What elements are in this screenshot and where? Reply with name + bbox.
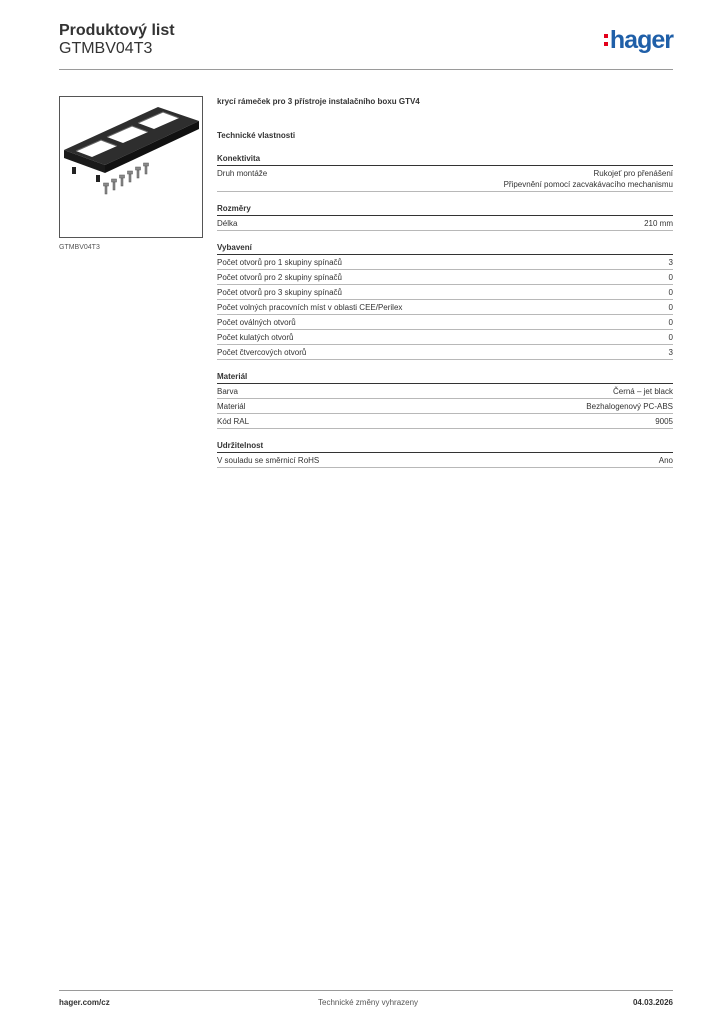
spec-label: Počet otvorů pro 3 skupiny spínačů	[217, 288, 342, 297]
spec-value-line: Ano	[658, 456, 673, 465]
spec-value	[669, 257, 673, 268]
spec-section	[217, 153, 673, 192]
spec-value-line: Černá – jet black	[612, 387, 673, 396]
image-caption: GTMBV04T3	[59, 244, 100, 251]
spec-value-line: 3	[668, 258, 673, 267]
cover-frame-illustration	[60, 97, 202, 237]
spec-value-line: Připevnění pomocí zacvakávacího mechanismu	[503, 180, 673, 189]
spec-value	[613, 386, 673, 397]
spec-value-line: 0	[668, 288, 673, 297]
footer-date: 04.03.2026	[632, 998, 673, 1007]
spec-row	[217, 345, 673, 360]
spec-value	[586, 401, 673, 412]
spec-row	[217, 384, 673, 399]
product-details	[217, 96, 673, 468]
spec-value-line: Rukojeť pro přenášení	[593, 169, 673, 178]
section-title: Rozměry	[217, 203, 673, 216]
spec-row	[217, 300, 673, 315]
spec-row	[217, 216, 673, 231]
spec-section	[217, 371, 673, 429]
spec-value-line: 0	[668, 273, 673, 282]
spec-value-line: 0	[668, 333, 673, 342]
product-description: krycí rámeček pro 3 přístroje instalačního boxu GTV4	[217, 97, 420, 106]
section-title: Vybavení	[217, 242, 673, 255]
logo-dots-icon	[604, 32, 608, 48]
spec-value-line: Bezhalogenový PC-ABS	[586, 402, 673, 411]
spec-label: Počet kulatých otvorů	[217, 333, 294, 342]
spec-label: Počet otvorů pro 1 skupiny spínačů	[217, 258, 342, 267]
spec-row	[217, 270, 673, 285]
spec-label: Počet volných pracovních míst v oblasti CEE/Perilex	[217, 303, 403, 312]
spec-row	[217, 255, 673, 270]
spec-row	[217, 399, 673, 414]
spec-section	[217, 203, 673, 231]
spec-value-line: 0	[668, 318, 673, 327]
footer-divider	[59, 990, 673, 991]
section-title: Udržitelnost	[217, 440, 673, 453]
spec-label: Barva	[217, 387, 238, 396]
logo-text: hager	[609, 26, 673, 54]
spec-label: Materiál	[217, 402, 246, 411]
spec-label: Kód RAL	[217, 417, 250, 426]
section-title: Konektivita	[217, 153, 673, 166]
hager-logo	[604, 26, 673, 54]
spec-value	[655, 416, 673, 427]
spec-row	[217, 166, 673, 192]
document-title: Produktový list	[59, 22, 175, 39]
spec-section	[217, 440, 673, 468]
spec-value	[669, 272, 673, 283]
footer-notice: Technické změny vyhrazeny	[318, 998, 419, 1007]
spec-value	[669, 287, 673, 298]
spec-row	[217, 414, 673, 429]
page-header	[59, 22, 673, 70]
spec-value	[669, 332, 673, 343]
spec-value-line: 9005	[655, 417, 673, 426]
spec-value-line: 0	[668, 303, 673, 312]
spec-value-line: 3	[668, 348, 673, 357]
header-divider	[59, 69, 673, 70]
spec-value	[659, 455, 673, 466]
spec-label: V souladu se směrnicí RoHS	[217, 456, 320, 465]
spec-label: Počet oválných otvorů	[217, 318, 296, 327]
spec-value	[669, 347, 673, 358]
spec-section	[217, 242, 673, 360]
spec-value-line: 210 mm	[644, 219, 673, 228]
section-title: Materiál	[217, 371, 673, 384]
spec-row	[217, 315, 673, 330]
spec-value	[669, 302, 673, 313]
spec-row	[217, 453, 673, 468]
technical-properties-heading: Technické vlastnosti	[217, 131, 296, 140]
spec-label: Druh montáže	[217, 169, 268, 178]
footer-website: hager.com/cz	[59, 998, 110, 1007]
spec-label: Počet čtvercových otvorů	[217, 348, 307, 357]
spec-label: Počet otvorů pro 2 skupiny spínačů	[217, 273, 342, 282]
spec-sections	[217, 153, 673, 468]
spec-value	[669, 317, 673, 328]
product-image	[59, 96, 203, 238]
spec-label: Délka	[217, 219, 238, 228]
spec-row	[217, 285, 673, 300]
spec-value	[504, 168, 673, 190]
product-code: GTMBV04T3	[59, 40, 153, 57]
spec-value	[644, 218, 673, 229]
spec-row	[217, 330, 673, 345]
